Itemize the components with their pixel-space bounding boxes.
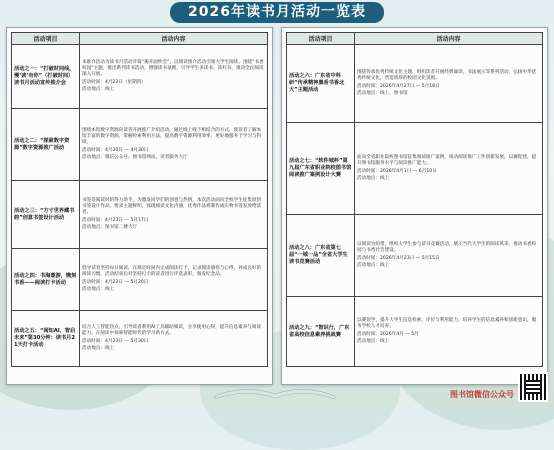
qr-label: 图书馆微信公众号	[450, 390, 514, 399]
table-row	[287, 123, 543, 215]
activity-content	[80, 181, 268, 249]
activity-place: 活动地点：图书馆二楼大厅	[82, 224, 138, 230]
activity-description: 本推介活动为读书月活动开篇“揭开面纱会”，以阅读推介活动引领大学生阅读，围绕“书香校园”主题，推出系列读书活动，增强读书氛围，引导学生多读书、读好书，推动全民阅读深入开展。	[82, 59, 264, 78]
activity-name: 活动之六：广东省中科研“传承精神墨香书香北大”主题活动	[287, 45, 355, 123]
activity-content	[355, 297, 543, 367]
activity-booklet	[6, 27, 548, 385]
open-book-icon	[210, 380, 340, 400]
header-activity-content: 活动内容	[80, 33, 268, 45]
activity-description: 以赛促学，提升大学生信息检索、评价与利用能力，培养学生的信息素养和创新意识，服务学校人才培养。	[357, 318, 537, 330]
activity-place: 活动地点：线上	[357, 338, 390, 344]
table-row	[287, 297, 543, 367]
activity-place: 活动地点：线上	[357, 175, 390, 181]
activity-place: 活动地点：线上	[82, 286, 115, 292]
activity-description: 以阅读为纽带，组织大学生参与读书竞赛活动，展示当代大学生的阅读风采，推动书香校园与书香社会建设。	[357, 242, 537, 254]
activity-content	[80, 249, 268, 311]
activity-name: 活动之八：广东省第七届“一城一品”全省大学生读书竞赛活动	[287, 215, 355, 297]
right-activity-table	[286, 32, 543, 367]
activity-description: 倡导读者坚持每日阅读，在规定时间内完成阅读打卡，记录阅读感悟与心得，养成良好的阅读习惯。活动结束后对坚持打卡的读者进行评选表彰，颁发纪念品。	[82, 266, 262, 278]
qr-section	[450, 372, 548, 402]
activity-content	[80, 45, 268, 109]
activity-description: 结合人工智能热点，引导读者利用AI工具辅助阅读，分享使用心得，提升信息素养与阅读能力，在阅读中探索智能时代的学习新方式。	[82, 325, 262, 337]
header-activity-content: 活动内容	[355, 33, 543, 45]
activity-description: 书签是阅读时的得力助手，为激发同学们的创意与热情，本次活动面向全校学生征集原创书签设计作品，要求主题鲜明，体现阅读文化内涵，优秀作品将制作成实物书签发放给读者。	[82, 197, 262, 216]
activity-name: 活动之九：“智识行，广东省高校信息素养挑战赛	[287, 297, 355, 367]
activity-content	[355, 45, 543, 123]
activity-place: 活动地点：线上	[357, 262, 390, 268]
activity-place: 活动地点：线上	[82, 345, 115, 351]
activity-name: 活动之五：“阅知AI，智启未来”第30分钟：读书月21天打卡活动	[12, 311, 80, 367]
activity-time: 活动时间：4月20日 — 4月30日	[82, 147, 149, 153]
activity-place: 活动地点：线上、图书馆	[357, 90, 408, 96]
activity-description: 围绕本馆数字资源向读者开展推广介绍活动，通过线上线下相结合的方式，使读者了解本馆丰富的数字资源，掌握检索利用方法，提高数字资源利用效率，更好地服务于学习与科研。	[82, 127, 262, 146]
activity-time: 活动时间：2026年4月27日 — 5月18日	[357, 83, 440, 89]
activity-name: 活动之二：“探索数字资源”数字资源推广活动	[12, 109, 80, 181]
activity-time: 活动时间：2026年4月 — 5月	[357, 331, 419, 337]
qr-code-icon[interactable]	[518, 372, 548, 402]
title-banner	[0, 0, 554, 24]
left-page	[6, 27, 273, 385]
activity-time: 活动时间：4月23日 — 5月30日	[82, 338, 149, 344]
table-header-row	[287, 33, 543, 45]
activity-name: 活动之三：“方寸世界藏书韵”创意书签设计活动	[12, 181, 80, 249]
table-row	[287, 45, 543, 123]
right-page	[281, 27, 548, 385]
activity-name: 活动之七：“软件城杯”第九届广东省职业院校图书馆阅读推广案例设计大赛	[287, 123, 355, 215]
header-activity-item: 活动项目	[12, 33, 80, 45]
activity-time: 活动时间：2026年4月1日 — 6月10日	[357, 168, 437, 174]
table-row	[12, 181, 268, 249]
activity-content	[80, 109, 268, 181]
table-header-row	[12, 33, 268, 45]
activity-description: 围绕传承优秀传统文化主题，组织读者开展经典诵读、书法展示等系列活动，弘扬中华优秀传统文化，营造浓厚的校园文化氛围。	[357, 70, 537, 82]
activity-place: 活动地点：线上	[82, 86, 115, 92]
activity-time: 活动时间：4月23日 — 5月20日	[82, 279, 149, 285]
activity-name: 活动之四：书海遨游，镌刻书香——阅读打卡活动	[12, 249, 80, 311]
table-row	[12, 249, 268, 311]
table-row	[12, 311, 268, 367]
left-activity-table	[11, 32, 268, 367]
activity-name: 活动之一：“打破时间线，慢‘读’有你”（打破时间）读书月活动宣传推介会	[12, 45, 80, 109]
activity-time: 活动时间：4月23日（星期四）	[82, 79, 146, 85]
activity-place: 活动地点：微信公众号、图书馆网站、读者服务大厅	[82, 154, 188, 160]
activity-content	[355, 215, 543, 297]
activity-description: 面向全省职业院校图书馆征集阅读推广案例，推动阅读推广工作创新发展，以赛促建，提升图书馆服务水平与阅读推广能力。	[357, 155, 537, 167]
table-row	[12, 45, 268, 109]
table-row	[12, 109, 268, 181]
activity-time: 活动时间：4月23日 — 5月17日	[82, 217, 149, 223]
page-title: 2026年读书月活动一览表	[170, 2, 384, 23]
header-activity-item: 活动项目	[287, 33, 355, 45]
activity-content	[355, 123, 543, 215]
activity-content	[80, 311, 268, 367]
table-row	[287, 215, 543, 297]
activity-time: 活动时间：2026年4月23日 — 5月15日	[357, 255, 440, 261]
